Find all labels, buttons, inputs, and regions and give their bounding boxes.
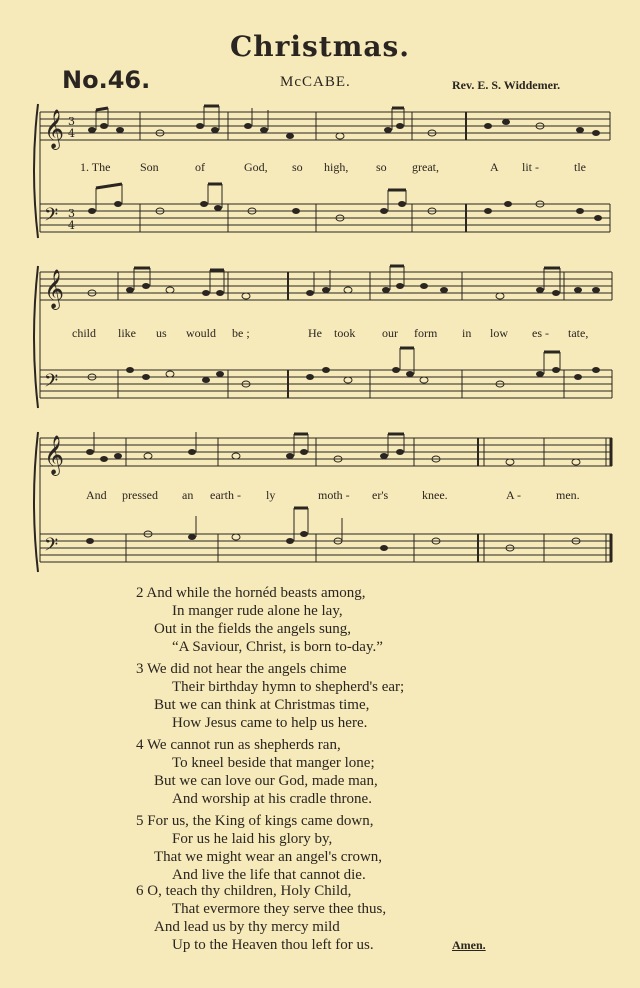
svg-text:𝄞: 𝄞 — [44, 269, 65, 309]
verse-line: 3 We did not hear the angels chime — [136, 661, 347, 677]
lyric-syllable: like — [118, 326, 136, 340]
verse-line: To kneel beside that manger lone; — [172, 755, 375, 771]
lyric-syllable: A - — [506, 488, 521, 502]
lyric-line-1 — [0, 160, 640, 176]
verse-line: 2 And while the hornéd beasts among, — [136, 585, 366, 601]
lyric-syllable: be ; — [232, 326, 250, 340]
svg-text:𝄢: 𝄢 — [44, 535, 59, 560]
lyric-syllable: er's — [372, 488, 389, 502]
verse-line: 5 For us, the King of kings came down, — [136, 813, 374, 829]
lyric-line-2 — [0, 326, 640, 342]
verse-line: How Jesus came to help us here. — [172, 715, 368, 731]
lyric-syllable: A — [490, 160, 499, 174]
svg-text:𝄞: 𝄞 — [44, 109, 65, 149]
verse-line: But we can love our God, made man, — [154, 773, 378, 789]
verse-line: Out in the fields the angels sung, — [154, 621, 352, 637]
lyric-syllable: would — [186, 326, 216, 340]
lyric-syllable: 1. The — [80, 160, 111, 174]
music-system-1 — [0, 100, 640, 240]
lyric-syllable: so — [292, 160, 303, 174]
lyric-syllable: form — [414, 326, 438, 340]
verse-line: In manger rude alone he lay, — [172, 603, 343, 619]
lyric-syllable: low — [490, 326, 508, 340]
lyric-syllable: moth - — [318, 488, 350, 502]
lyric-syllable: He — [308, 326, 322, 340]
hymn-number: No.46. — [62, 66, 151, 94]
verse-line: And live the life that cannot die. — [172, 867, 366, 883]
lyric-syllable: took — [334, 326, 356, 340]
lyric-syllable: child — [72, 326, 96, 340]
author-credit: Rev. E. S. Widdemer. — [452, 78, 561, 92]
svg-text:3: 3 — [68, 115, 75, 128]
lyric-syllable: Son — [140, 160, 159, 174]
lyric-syllable: so — [376, 160, 387, 174]
svg-text:4: 4 — [68, 219, 75, 232]
music-system-2 — [0, 262, 640, 412]
lyric-syllable: men. — [556, 488, 580, 502]
verse-line: That evermore they serve thee thus, — [172, 901, 387, 917]
lyric-syllable: tate, — [568, 326, 589, 340]
svg-text:3: 3 — [68, 207, 75, 220]
svg-text:4: 4 — [68, 127, 75, 140]
lyric-syllable: God, — [244, 160, 268, 174]
lyric-syllable: great, — [412, 160, 439, 174]
lyric-syllable: pressed — [122, 488, 158, 502]
verse-line: “A Saviour, Christ, is born to-day.” — [172, 639, 383, 655]
verse-line: That we might wear an angel's crown, — [154, 849, 383, 865]
verse-line: Up to the Heaven thou left for us. — [172, 937, 374, 953]
lyric-syllable: And — [86, 488, 107, 502]
verse-line: Their birthday hymn to shepherd's ear; — [172, 679, 405, 695]
svg-text:𝄢: 𝄢 — [44, 205, 59, 230]
lyric-syllable: high, — [324, 160, 349, 174]
lyric-syllable: us — [156, 326, 167, 340]
lyric-syllable: our — [382, 326, 398, 340]
lyric-syllable: tle — [574, 160, 586, 174]
lyric-syllable: ly — [266, 488, 276, 502]
lyric-syllable: lit - — [522, 160, 539, 174]
verse-line: But we can think at Christmas time, — [154, 697, 370, 713]
verse-line: For us he laid his glory by, — [172, 831, 333, 847]
lyric-syllable: an — [182, 488, 194, 502]
lyric-syllable: of — [195, 160, 205, 174]
lyric-syllable: earth - — [210, 488, 241, 502]
verse-line: And lead us by thy mercy mild — [154, 919, 340, 935]
svg-text:𝄞: 𝄞 — [44, 435, 65, 475]
tune-name: McCABE. — [280, 74, 351, 90]
lyric-syllable: knee. — [422, 488, 448, 502]
verse-line: 4 We cannot run as shepherds ran, — [136, 737, 341, 753]
lyric-line-3 — [0, 488, 640, 504]
verse-line: 6 O, teach thy children, Holy Child, — [136, 883, 352, 899]
svg-text:𝄢: 𝄢 — [44, 371, 59, 396]
amen-label: Amen. — [452, 938, 486, 952]
verse-line: And worship at his cradle throne. — [172, 791, 372, 807]
music-system-3 — [0, 428, 640, 578]
lyric-syllable: in — [462, 326, 472, 340]
hymn-title: Christmas. — [229, 30, 410, 63]
lyric-syllable: es - — [532, 326, 549, 340]
